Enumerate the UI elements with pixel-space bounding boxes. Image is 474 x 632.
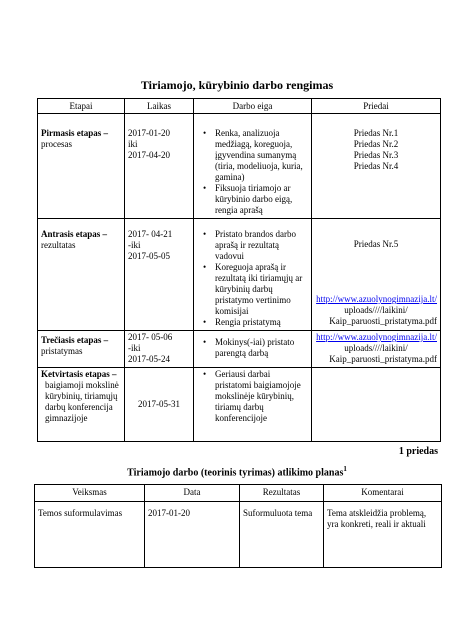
header-darbo-eiga: Darbo eiga: [194, 99, 312, 114]
work-cell: [194, 368, 312, 442]
table-row: [38, 368, 441, 442]
stage-name: Antrasis etapas –: [41, 229, 108, 239]
header-priedai: Priedai: [312, 99, 441, 114]
work-item: • Renka, analizuoja medžiagą, koreguoja, įgyvendina sumanymą (tiria, modeliuoja, kuria, gamina): [215, 128, 308, 183]
time-line: 2017-05-05: [128, 251, 170, 261]
time-cell: [125, 368, 194, 442]
appendix-item: Priedas Nr.2: [353, 139, 399, 149]
appendix-cell: [312, 368, 441, 442]
stage-cell: [38, 114, 125, 219]
document-title: Tiriamojo, kūrybinio darbo rengimas: [140, 78, 334, 92]
result-cell: Suformuluota tema: [240, 502, 324, 568]
header-etapai: Etapai: [38, 99, 125, 114]
comment-cell: Tema atskleidžia problemą, yra konkreti, reali ir aktuali: [324, 502, 442, 568]
table-row: [38, 331, 441, 368]
work-item: • Geriausi darbai pristatomi baigiamojoje mokslinėje kūrybinių, tiriamų darbų konferencijoje: [215, 369, 308, 424]
stage-cell: [38, 219, 125, 331]
appendix-item: Priedas Nr.4: [353, 161, 399, 171]
header-rezultatas: Rezultatas: [240, 485, 324, 502]
time-cell: [125, 114, 194, 219]
time-line: 2017-05-31: [138, 399, 180, 409]
link-path: uploads////laikini/: [344, 343, 408, 353]
appendix-cell: [312, 331, 441, 368]
date-cell: 2017-01-20: [145, 502, 240, 568]
gymnasium-link[interactable]: http://www.azuolynogimnazija.lt/: [316, 332, 437, 342]
time-line: 2017-01-20: [128, 128, 170, 138]
work-item: • Pristato brandos darbo aprašą ir rezultatą vadovui: [215, 229, 308, 262]
time-line: 2017- 04-21: [128, 229, 173, 239]
stage-cell: [38, 368, 125, 442]
link-file: Kaip_paruosti_pristatyma.pdf: [329, 316, 437, 326]
header-laikas: Laikas: [125, 99, 194, 114]
time-line: 2017-05-24: [128, 354, 170, 364]
stage-sub: procesas: [41, 139, 72, 149]
appendix-cell: [312, 114, 441, 219]
plan-table: [34, 484, 442, 568]
time-line: -iki: [128, 240, 141, 250]
stage-sub: pristatymas: [41, 346, 83, 356]
stage-name: Trečiasis etapas –: [41, 335, 109, 345]
appendix-item: Priedas Nr.3: [353, 150, 399, 160]
table-row: [35, 502, 442, 568]
appendix-cell: [312, 219, 441, 331]
stage-sub: baigiamoji mokslinė kūrybinių, tiriamųjų darbų konferencija gimnazijoje: [45, 380, 119, 423]
time-cell: [125, 331, 194, 368]
time-line: iki: [128, 139, 138, 149]
link-path: uploads////laikini/: [344, 305, 408, 315]
work-item: • Koreguoja aprašą ir rezultatą iki tiriamųjų ar kūrybinių darbų pristatymo vertinimo komisijai: [215, 262, 308, 317]
work-cell: [194, 219, 312, 331]
appendix-item: Priedas Nr.1: [353, 128, 399, 138]
appendix-item: Priedas Nr.5: [353, 239, 399, 249]
work-item: • Mokinys(-iai) pristato parengtą darbą: [215, 337, 308, 359]
table-row: [38, 114, 441, 219]
plan-title: [0, 465, 474, 478]
header-data: Data: [145, 485, 240, 502]
work-cell: [194, 331, 312, 368]
table-header-row: [38, 99, 441, 114]
work-item: • Rengia pristatymą: [215, 317, 308, 328]
time-cell: [125, 219, 194, 331]
table-header-row: [35, 485, 442, 502]
time-line: 2017- 05-06: [128, 332, 173, 342]
stages-table: [37, 98, 441, 442]
appendix-label: 1 priedas: [398, 446, 438, 457]
work-item: • Fiksuoja tiriamojo ar kūrybinio darbo eigą, rengia aprašą: [215, 183, 308, 216]
gymnasium-link[interactable]: http://www.azuolynogimnazija.lt/: [316, 294, 437, 304]
work-cell: [194, 114, 312, 219]
stage-name: Ketvirtasis etapas –: [41, 369, 117, 379]
stage-sub: rezultatas: [41, 240, 76, 250]
link-file: Kaip_paruosti_pristatyma.pdf: [329, 354, 437, 364]
footnote-marker: 1: [343, 465, 347, 473]
plan-title-text: Tiriamojo darbo (teorinis tyrimas) atlikimo planas: [127, 467, 344, 479]
action-cell: Temos suformulavimas: [35, 502, 145, 568]
time-line: -iki: [128, 343, 141, 353]
stage-cell: [38, 331, 125, 368]
table-row: [38, 219, 441, 331]
time-line: 2017-04-20: [128, 150, 170, 160]
stage-name: Pirmasis etapas –: [41, 128, 108, 138]
header-komentarai: Komentarai: [324, 485, 442, 502]
header-veiksmas: Veiksmas: [35, 485, 145, 502]
